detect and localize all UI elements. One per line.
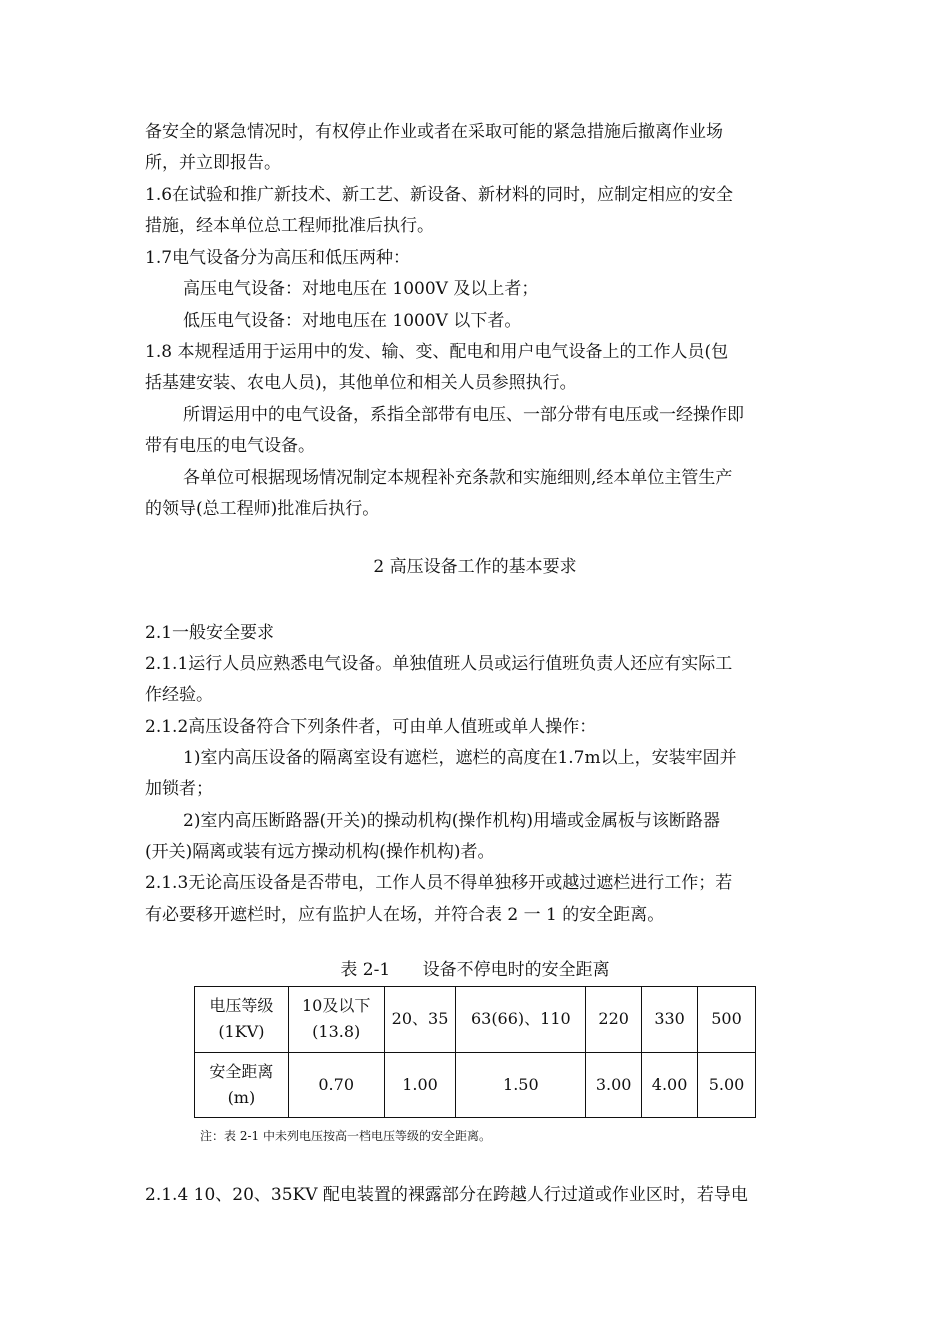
table-cell: 330	[642, 987, 698, 1053]
table-cell: 220	[586, 987, 642, 1053]
cell-text: (m)	[227, 1087, 256, 1107]
paragraph-line: 加锁者；	[145, 779, 213, 799]
table-cell	[195, 1052, 289, 1118]
paragraph-line: 2.1.4 10、20、35KV 配电装置的裸露部分在跨越人行过道或作业区时，若导电	[145, 1185, 748, 1205]
paragraph-line: 2.1.3无论高压设备是否带电，工作人员不得单独移开或越过遮栏进行工作；若	[145, 873, 733, 893]
table-cell	[195, 987, 289, 1053]
paragraph-line: 高压电气设备：对地电压在 1000V 及以上者；	[183, 279, 539, 299]
table-note: 注：表 2-1 中未列电压按高一档电压等级的安全距离。	[200, 1129, 491, 1143]
table-cell	[288, 987, 384, 1053]
table-cell: 4.00	[642, 1052, 698, 1118]
cell-text: (1KV)	[218, 1022, 265, 1042]
table-cell: 0.70	[288, 1052, 384, 1118]
cell-text: 电压等级	[209, 996, 274, 1016]
table-row	[195, 987, 756, 1053]
table-cell: 1.50	[456, 1052, 586, 1118]
paragraph-line: 有必要移开遮栏时，应有监护人在场，并符合表 2 一 1 的安全距离。	[145, 905, 665, 925]
cell-text: 10及以下	[302, 996, 371, 1016]
cell-text: 安全距离	[209, 1061, 274, 1081]
paragraph-line: 1)室内高压设备的隔离室设有遮栏，遮栏的高度在1.7m以上，安装牢固并	[183, 748, 737, 768]
table-cell: 3.00	[586, 1052, 642, 1118]
paragraph-line: 2.1.1运行人员应熟悉电气设备。单独值班人员或运行值班负责人还应有实际工	[145, 654, 733, 674]
paragraph-line: 2.1一般安全要求	[145, 623, 275, 643]
paragraph-line: 1.7电气设备分为高压和低压两种：	[145, 248, 411, 268]
safety-distance-table	[194, 986, 756, 1118]
paragraph-line: 括基建安装、农电人员)，其他单位和相关人员参照执行。	[145, 373, 577, 393]
paragraph-line: 1.6在试验和推广新技术、新工艺、新设备、新材料的同时，应制定相应的安全	[145, 185, 734, 205]
cell-text: (13.8)	[312, 1022, 361, 1042]
paragraph-line: 的领导(总工程师)批准后执行。	[145, 499, 380, 519]
table-cell: 63(66)、110	[456, 987, 586, 1053]
paragraph-line: 低压电气设备：对地电压在 1000V 以下者。	[183, 311, 522, 331]
table-row	[195, 1052, 756, 1118]
paragraph-line: 2.1.2高压设备符合下列条件者，可由单人值班或单人操作：	[145, 717, 597, 737]
paragraph-line: 备安全的紧急情况时，有权停止作业或者在采取可能的紧急措施后撤离作业场	[145, 122, 723, 142]
table-cell: 5.00	[698, 1052, 756, 1118]
table-cell: 500	[698, 987, 756, 1053]
paragraph-line: 所，并立即报告。	[145, 153, 281, 173]
table-cell: 20、35	[384, 987, 456, 1053]
paragraph-line: 1.8 本规程适用于运用中的发、输、变、配电和用户电气设备上的工作人员(包	[145, 342, 729, 362]
table-caption: 表 2-1 设备不停电时的安全距离	[340, 960, 610, 980]
paragraph-line: 各单位可根据现场情况制定本规程补充条款和实施细则,经本单位主管生产	[183, 468, 733, 488]
paragraph-line: 措施，经本单位总工程师批准后执行。	[145, 216, 434, 236]
paragraph-line: (开关)隔离或装有远方操动机构(操作机构)者。	[145, 842, 495, 862]
table-cell: 1.00	[384, 1052, 456, 1118]
paragraph-line: 带有电压的电气设备。	[145, 436, 315, 456]
paragraph-line: 2)室内高压断路器(开关)的操动机构(操作机构)用墙或金属板与该断路器	[183, 811, 720, 831]
section-title: 2 高压设备工作的基本要求	[373, 557, 577, 577]
paragraph-line: 作经验。	[145, 685, 213, 705]
paragraph-line: 所谓运用中的电气设备，系指全部带有电压、一部分带有电压或一经操作即	[183, 405, 744, 425]
